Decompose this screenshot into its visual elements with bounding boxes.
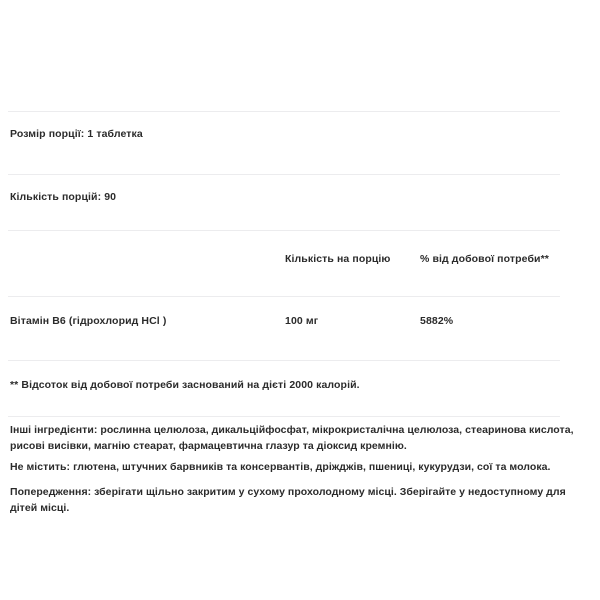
divider-top	[8, 111, 560, 112]
table-header-amount-per-serving: Кількість на порцію	[285, 253, 391, 265]
table-header-percent-daily-value: % від добової потреби**	[420, 253, 549, 265]
divider-above-table-head	[8, 230, 560, 231]
divider-below-table-row	[8, 360, 560, 361]
servings-per-container-text: Кількість порцій: 90	[10, 191, 117, 203]
nutrient-name: Вітамін B6 (гідрохлорид HCl )	[10, 315, 167, 327]
table-header-row	[0, 253, 600, 267]
nutrient-daily-value: 5882%	[420, 315, 454, 327]
divider-above-ingredients	[8, 416, 560, 417]
other-ingredients-text: Інші інгредієнти: рослинна целюлоза, дикальційфосфат, мікрокристалічна целюлоза, стеаринова кислота, рисові висівки, магнію стеарат, фармацевтична глазур та діоксид кремнію.	[10, 424, 574, 452]
daily-value-footnote: ** Відсоток від добової потреби заснований на дієті 2000 калорій.	[10, 379, 360, 391]
serving-size-text: Розмір порції: 1 таблетка	[10, 128, 143, 140]
table-row	[0, 315, 600, 329]
divider-below-table-head	[8, 296, 560, 297]
free-from-text: Не містить: глютена, штучних барвників та консервантів, дріжджів, пшениці, кукурудзи, сої та молока.	[10, 461, 551, 473]
warning-text: Попередження: зберігати щільно закритим у сухому прохолодному місці. Зберігайте у недоступному для дітей місці.	[10, 486, 566, 514]
nutrient-amount: 100 мг	[285, 315, 319, 327]
divider-after-serving-size	[8, 174, 560, 175]
